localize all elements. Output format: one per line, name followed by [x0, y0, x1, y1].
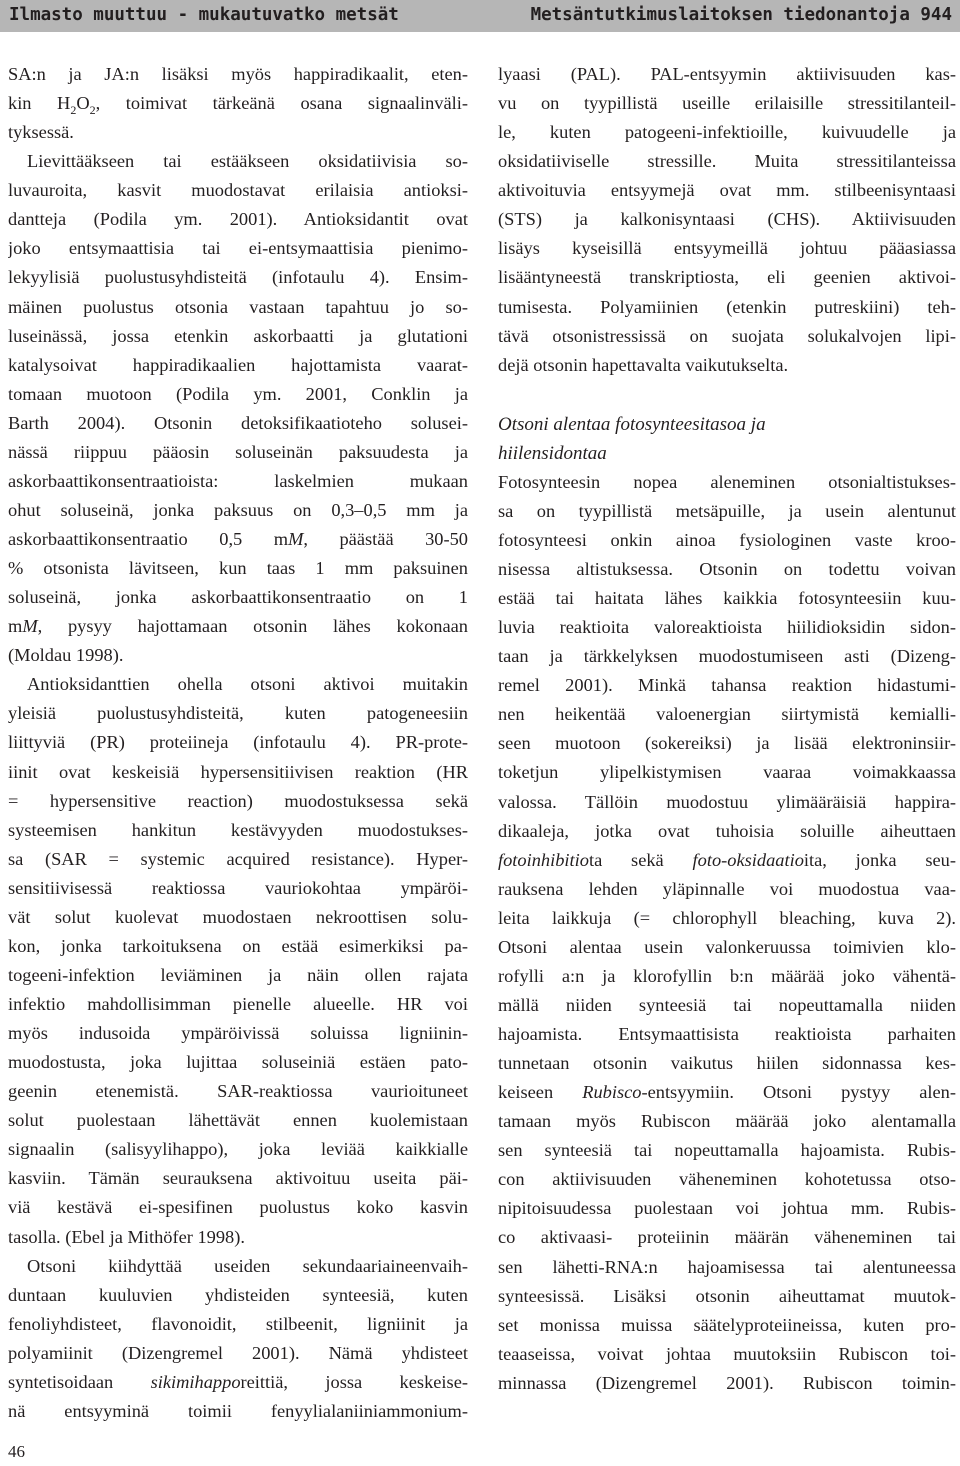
- text-line: fotosynteesi onkin ainoa fysiologinen vaste kroo-: [498, 529, 956, 550]
- text-line: joko entsymaattisia tai ei-entsymaattisia pienimo-: [8, 238, 468, 259]
- text-line: tumisesta. Polyamiinien (etenkin putreskiini) teh-: [498, 296, 956, 317]
- text-line: lekyylisiä puolustusyhdisteitä (infotaulu 4). Ensim-: [8, 267, 468, 288]
- text-line: kasviin. Tämän seurauksena aktivoituu useita päi-: [8, 1168, 468, 1189]
- text-line: valossa. Tällöin muodostuu ylimääräisiä happira-: [498, 791, 956, 812]
- section-heading: Otsoni alentaa fotosynteesitasoa ja: [498, 413, 766, 435]
- section-gap: [498, 380, 956, 398]
- text-line: kon, jonka tarkoituksena on estää esimerkiksi pa-: [8, 935, 468, 956]
- text-line: nä entsyyminä toimii fenyylialaniiniammonium-: [8, 1400, 468, 1421]
- text-line: fotoinhibitiota sekä foto-oksidaatioita, jonka seu-: [498, 849, 956, 870]
- text-line: estää tai haitata lähes kaikkia fotosynteesiin kuu-: [498, 588, 956, 609]
- text-line: tasolla. (Ebel ja Mithöfer 1998).: [8, 1226, 245, 1247]
- text-line: fenoliyhdisteet, flavonoidit, stilbeenit, ligniinit ja: [8, 1313, 468, 1334]
- text-line: taan ja tärkkelyksen muodostumiseen asti (Dizeng-: [498, 646, 956, 667]
- text-line: vät solut kuolevat muodostaen nekroottisen solu-: [8, 906, 468, 927]
- text-line: tyksessä.: [8, 122, 74, 143]
- text-line: solut puolestaan lähettävät ennen kuolemistaan: [8, 1110, 468, 1131]
- text-line: luvia reaktioita valoreaktioista hiilidioksidin sidon-: [498, 617, 956, 638]
- text-line: myös indusoida ympäröivissä soluissa ligniinin-: [8, 1023, 468, 1044]
- text-line: Otsoni kiihdyttää useiden sekundaariaineenvaih-: [27, 1255, 468, 1276]
- right-column: [498, 60, 956, 1398]
- text-line: yleisiä puolustusyhdisteitä, kuten patogeneesiin: [8, 703, 468, 724]
- left-column: [8, 60, 468, 1426]
- text-line: viä kestävä ei-spesifinen puolustus koko kasvin: [8, 1197, 468, 1218]
- text-line: muodostusta, joka lujittaa soluseiniä estäen pato-: [8, 1052, 468, 1073]
- text-line: mäinen puolustus otsonia vastaan tapahtuu jo so-: [8, 296, 468, 317]
- text-line: kin $H_2O_2$, toimivat tärkeänä osana signaalinväli-: [8, 93, 468, 118]
- text-line: polyamiinit (Dizengremel 2001). Nämä yhdisteet: [8, 1342, 468, 1363]
- text-line: tävä otsonistressissä on suojata solukalvojen lipi-: [498, 325, 956, 346]
- text-line: Fotosynteesin nopea aleneminen otsonialtistukses-: [498, 471, 956, 492]
- text-line: SA:n ja JA:n lisäksi myös happiradikaalit, eten-: [8, 64, 468, 84]
- text-line: Barth 2004). Otsonin detoksifikaatioteho solusei-: [8, 412, 468, 433]
- text-line: keiseen Rubisco-entsyymiin. Otsoni pystyy alen-: [498, 1082, 956, 1103]
- text-line: remel 2001). Minkä tahansa reaktion hidastumi-: [498, 675, 956, 696]
- text-line: liittyviä (PR) proteiineja (infotaulu 4). PR-prote-: [8, 732, 468, 753]
- text-line: aktivoituvia entsyymejä ovat mm. stilbeenisyntaasi: [498, 180, 956, 201]
- text-line: askorbaattikonsentraatio 0,5 mM, päästää 30-50: [8, 529, 468, 549]
- text-line: leita laikkuja (= chlorophyll bleaching, kuva 2).: [498, 907, 956, 928]
- text-line: nisessa altistuksessa. Otsonin on todettu voivan: [498, 559, 956, 579]
- text-line: vu on tyypillistä useille erilaisille stressitilanteil-: [498, 93, 956, 114]
- text-line: soluseinä, jonka askorbaattikonsentraatio on 1: [8, 587, 468, 608]
- text-line: rofylli a:n ja klorofyllin b:n määrää joko vähentä-: [498, 965, 956, 986]
- text-line: nässä riippuu pääosin soluseinän paksuudesta ja: [8, 441, 468, 462]
- text-line: tunnetaan otsonin vaikutus hiilen sidonnassa kes-: [498, 1053, 956, 1074]
- text-line: set monissa muissa säätelyproteiineissa, kuten pro-: [498, 1314, 956, 1335]
- text-line: (Moldau 1998).: [8, 645, 124, 666]
- text-line: oksidatiiviselle stressille. Muita stressitilanteissa: [498, 151, 956, 172]
- text-line: Otsoni alentaa usein valonkeruussa toimivien klo-: [498, 936, 956, 957]
- text-line: con aktiivisuuden väheneminen kohotetussa otso-: [498, 1169, 956, 1190]
- text-line: % otsonista lävitseen, kun taas 1 mm paksuinen: [8, 558, 468, 579]
- text-line: le, kuten patogeeni-infektioille, kuivuudelle ja: [498, 122, 956, 143]
- text-line: (STS) ja kalkonisyntaasi (CHS). Aktiivisuuden: [498, 209, 956, 230]
- text-line: rauksena lehden yläpinnalle voi muodostua vaa-: [498, 878, 956, 899]
- text-line: sensitiivisessä reaktiossa vauriokohtaa ympäröi-: [8, 877, 468, 898]
- text-line: mM, pysyy hajottamaan otsonin lähes kokonaan: [8, 616, 468, 637]
- section-gap: [498, 398, 956, 410]
- text-line: ohut soluseinä, jonka paksuus on 0,3–0,5 mm ja: [8, 499, 468, 520]
- text-line: askorbaattikonsentraatioista: laskelmien mukaan: [8, 470, 468, 491]
- text-line: systeemisen hankitun kestävyyden muodostukses-: [8, 819, 468, 840]
- text-line: = hypersensitive reaction) muodostuksessa sekä: [8, 790, 468, 811]
- text-line: infektio mahdollisimman pienelle alueelle. HR voi: [8, 994, 468, 1014]
- text-line: dejä otsonin hapettavalta vaikutukselta.: [498, 354, 789, 375]
- text-line: sen lähetti-RNA:n hajoamisessa tai alentuneessa: [498, 1256, 956, 1277]
- text-line: toketjun ylipelkistymisen vaaraa voimakkaassa: [498, 762, 956, 783]
- text-line: luseinässä, jossa etenkin askorbaatti ja glutationi: [8, 325, 468, 346]
- text-line: Lievittääkseen tai estääkseen oksidatiivisia so-: [27, 151, 468, 172]
- text-line: teaaseissa, voivat johtaa muutoksiin Rubiscon toi-: [498, 1343, 956, 1364]
- section-heading: hiilensidontaa: [498, 442, 607, 464]
- text-line: tamaan myös Rubiscon määrää joko alentamalla: [498, 1111, 956, 1132]
- text-line: nen heikentää valoenergian siirtymistä kemialli-: [498, 704, 956, 725]
- text-line: lyaasi (PAL). PAL-entsyymin aktiivisuuden kas-: [498, 64, 956, 84]
- text-line: co aktivaasi- proteiinin määrän väheneminen tai: [498, 1227, 956, 1248]
- text-line: seen muotoon (sokereiksi) ja lisää elektroninsiir-: [498, 733, 956, 754]
- header-series-title: Metsäntutkimuslaitoksen tiedonantoja 944: [530, 5, 952, 25]
- text-line: sen synteesiä tai nopeuttamalla hajoamista. Rubis-: [498, 1140, 956, 1161]
- text-line: Antioksidanttien ohella otsoni aktivoi muitakin: [27, 674, 468, 695]
- text-line: synteesissä. Lisäksi otsonin aiheuttamat muutok-: [498, 1285, 956, 1306]
- text-line: duntaan kuuluvien yhdisteiden synteesiä, kuten: [8, 1284, 468, 1305]
- text-line: geenin etenemistä. SAR-reaktiossa vaurioituneet: [8, 1081, 468, 1102]
- text-line: lisääntyneestä transkriptiosta, eli geenien aktivoi-: [498, 267, 956, 288]
- text-line: katalysoivat happiradikaalien hajottamista vaarat-: [8, 354, 468, 375]
- text-line: tomaan muotoon (Podila ym. 2001, Conklin ja: [8, 383, 468, 404]
- running-header: [0, 0, 960, 32]
- page-number: 46: [8, 1442, 25, 1461]
- text-line: luvauroita, kasvit muodostavat erilaisia antioksi-: [8, 180, 468, 201]
- text-line: syntetisoidaan sikimihapporeittiä, jossa keskeise-: [8, 1371, 468, 1392]
- text-line: signaalin (salisyylihappo), joka leviää kaikkialle: [8, 1139, 468, 1160]
- text-line: lisäys kyseisillä entsyymeillä johtuu pääasiassa: [498, 238, 956, 259]
- text-line: sa (SAR = systemic acquired resistance). Hyper-: [8, 848, 468, 869]
- text-line: hajoamista. Entsymaattisista reaktioista parhaiten: [498, 1024, 956, 1044]
- text-line: minnassa (Dizengremel 2001). Rubiscon toimin-: [498, 1372, 956, 1393]
- text-line: mällä niiden synteesiä tai nopeuttamalla niiden: [498, 994, 956, 1015]
- text-line: nipitoisuudessa puolestaan voi johtua mm. Rubis-: [498, 1198, 956, 1219]
- header-book-title: Ilmasto muuttuu - mukautuvatko metsät: [9, 5, 399, 25]
- text-line: iinit ovat keskeisiä hypersensitiivisen reaktion (HR: [8, 761, 468, 782]
- text-line: dantteja (Podila ym. 2001). Antioksidantit ovat: [8, 209, 468, 230]
- text-line: togeeni-infektion leviäminen ja näin ollen rajata: [8, 964, 468, 985]
- text-line: dikaaleja, jotka ovat tuhoisia soluille aiheuttaen: [498, 820, 956, 841]
- text-line: sa on tyypillistä metsäpuille, ja usein alentunut: [498, 500, 956, 521]
